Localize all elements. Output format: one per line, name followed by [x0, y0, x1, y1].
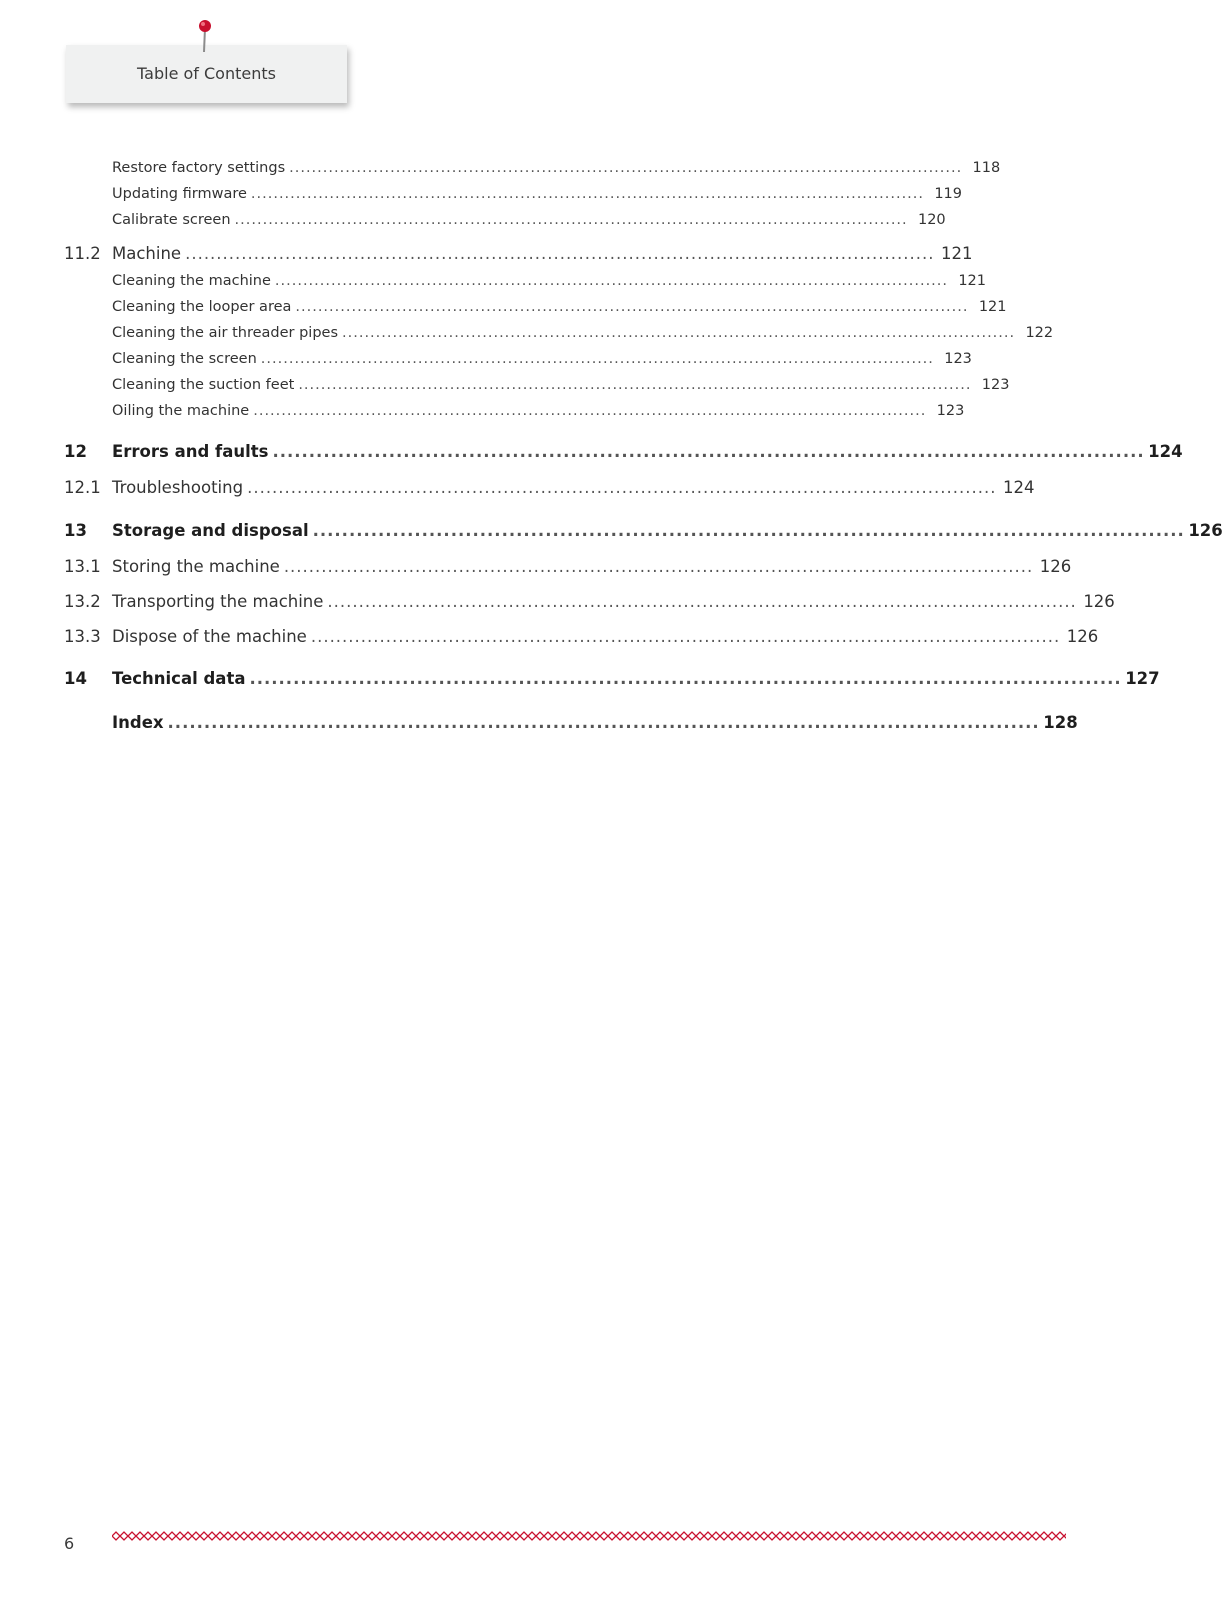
page-title: Table of Contents	[137, 64, 276, 83]
leader-dots: ........................................................................................................................	[247, 478, 997, 497]
leader-dots: ........................................................................................................................	[342, 325, 1016, 341]
toc-entry-number: 13	[64, 521, 87, 540]
toc-entry-page: 122	[1025, 325, 1054, 341]
toc-entry-title: Storage and disposal	[112, 521, 309, 540]
toc-entry-page: 123	[981, 377, 1010, 393]
toc-entry-number: 12.1	[64, 478, 101, 497]
toc-entry-title: Index	[112, 713, 164, 732]
leader-dots: ........................................................................................................................	[289, 160, 963, 176]
toc-entry-title: Calibrate screen	[112, 212, 231, 228]
footer-page-number: 6	[64, 1534, 75, 1553]
toc-entry-number: 13.2	[64, 592, 101, 611]
toc-entry-number: 11.2	[64, 244, 101, 263]
toc-entry-title: Cleaning the machine	[112, 273, 271, 289]
leader-dots: ........................................................................................................................	[253, 403, 927, 419]
toc-entry-title: Restore factory settings	[112, 160, 286, 176]
toc-entry[interactable]	[64, 669, 1160, 693]
toc-entry-title: Technical data	[112, 669, 246, 688]
toc-entry-page: 124	[1002, 478, 1035, 497]
toc-entry-number: 13.3	[64, 627, 101, 646]
toc-entry-title: Cleaning the looper area	[112, 299, 292, 315]
toc-entry-page: 126	[1188, 521, 1223, 540]
stitch-border-decoration	[112, 1531, 1066, 1541]
leader-dots: ........................................................................................................................	[249, 669, 1122, 688]
toc-entry[interactable]	[64, 442, 1183, 466]
toc-entry[interactable]	[64, 351, 972, 375]
toc-entry-number: 12	[64, 442, 87, 461]
toc-entry-title: Cleaning the screen	[112, 351, 257, 367]
toc-entry[interactable]	[64, 557, 1072, 581]
toc-entry[interactable]	[64, 299, 1007, 323]
toc-entry[interactable]	[64, 160, 1001, 184]
leader-dots: ........................................................................................................................	[327, 592, 1077, 611]
toc-entry-title: Cleaning the suction feet	[112, 377, 295, 393]
toc-entry[interactable]	[64, 244, 973, 268]
toc-entry[interactable]	[64, 186, 963, 210]
toc-entry-title: Transporting the machine	[112, 592, 324, 611]
leader-dots: ........................................................................................................................	[298, 377, 972, 393]
toc-entry-page: 123	[944, 351, 972, 367]
toc-entry[interactable]	[64, 325, 1054, 349]
toc-entry[interactable]	[64, 592, 1115, 616]
pushpin-icon	[196, 18, 214, 58]
toc-entry-page: 126	[1083, 592, 1115, 611]
toc-entry-title: Troubleshooting	[112, 478, 244, 497]
leader-dots: ........................................................................................................................	[310, 627, 1061, 646]
toc-entry-page: 120	[917, 212, 946, 228]
leader-dots: ........................................................................................................................	[272, 442, 1145, 461]
toc-entry-number: 14	[64, 669, 87, 688]
leader-dots: ........................................................................................................................	[234, 212, 908, 228]
leader-dots: ........................................................................................................................	[274, 273, 949, 289]
toc-entry-title: Dispose of the machine	[112, 627, 307, 646]
toc-entry[interactable]	[64, 478, 1035, 502]
toc-entry-title: Machine	[112, 244, 182, 263]
toc-entry-page: 121	[940, 244, 973, 263]
leader-dots: ........................................................................................................................	[295, 299, 969, 315]
leader-dots: ........................................................................................................................	[312, 521, 1185, 540]
leader-dots: ........................................................................................................................	[185, 244, 935, 263]
leader-dots: ........................................................................................................................	[250, 186, 925, 202]
leader-dots: ........................................................................................................................	[167, 713, 1040, 732]
toc-entry-page: 126	[1066, 627, 1099, 646]
toc-entry-page: 121	[978, 299, 1007, 315]
toc-entry-number: 13.1	[64, 557, 101, 576]
toc-entry-page: 124	[1148, 442, 1183, 461]
toc-entry-page: 127	[1125, 669, 1160, 688]
toc-entry-title: Oiling the machine	[112, 403, 250, 419]
toc-entry-page: 126	[1039, 557, 1072, 576]
toc-entry-title: Updating firmware	[112, 186, 247, 202]
toc-entry[interactable]	[64, 273, 987, 297]
toc-entry[interactable]	[64, 212, 946, 236]
toc-entry[interactable]	[64, 521, 1223, 545]
toc-entry-page: 128	[1043, 713, 1078, 732]
toc-entry[interactable]	[64, 627, 1099, 651]
toc-entry-page: 119	[934, 186, 963, 202]
toc-entry[interactable]	[64, 713, 1078, 737]
toc-entry-title: Storing the machine	[112, 557, 280, 576]
leader-dots: ........................................................................................................................	[260, 351, 934, 367]
toc-entry[interactable]	[64, 403, 965, 427]
toc-entry-page: 123	[936, 403, 965, 419]
toc-entry-title: Cleaning the air threader pipes	[112, 325, 339, 341]
toc-entry-page: 118	[972, 160, 1001, 176]
leader-dots: ........................................................................................................................	[283, 557, 1034, 576]
toc-entry[interactable]	[64, 377, 1010, 401]
toc-entry-page: 121	[958, 273, 987, 289]
toc-entry-title: Errors and faults	[112, 442, 269, 461]
